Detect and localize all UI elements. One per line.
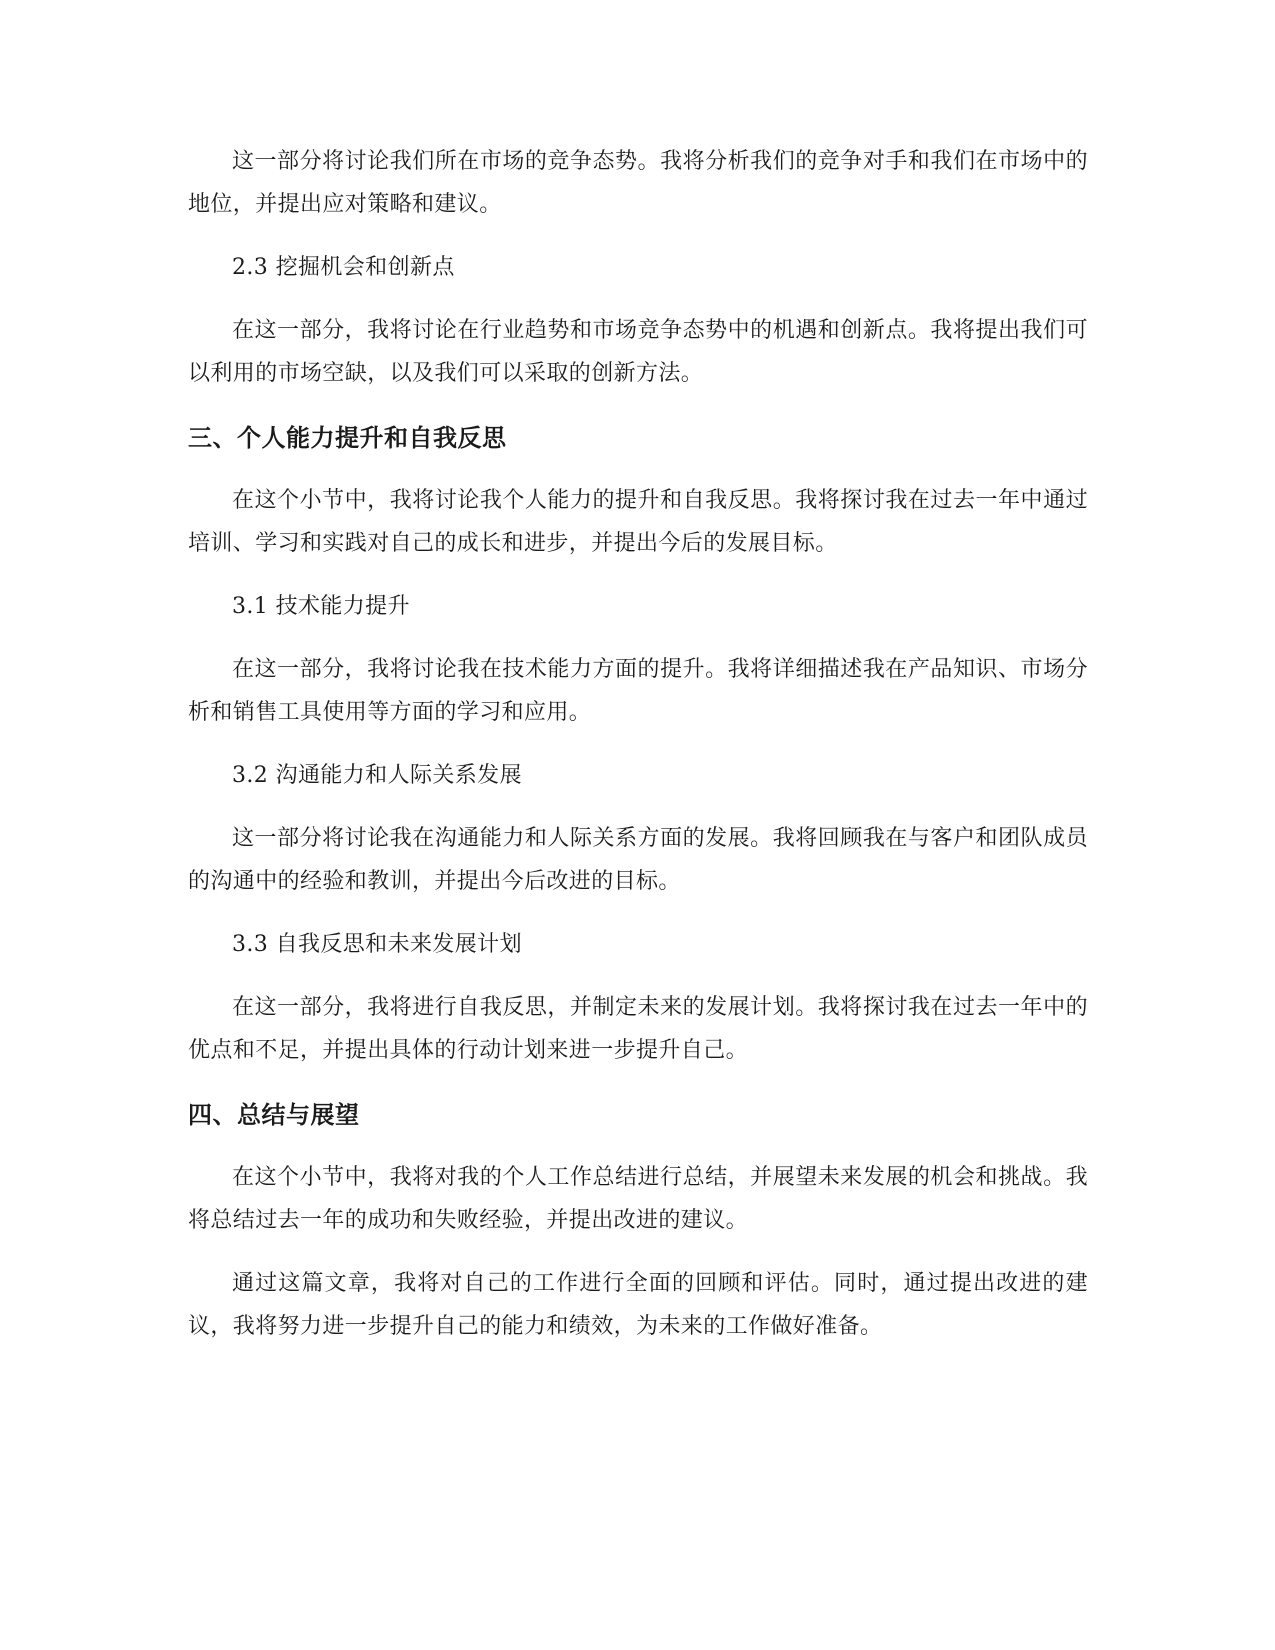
paragraph-market-competition: 这一部分将讨论我们所在市场的竞争态势。我将分析我们的竞争对手和我们在市场中的地位，并提出应对策略和建议。 <box>188 149 1088 217</box>
paragraph-section-3-intro: 在这个小节中，我将讨论我个人能力的提升和自我反思。我将探讨我在过去一年中通过培训、学习和实践对自己的成长和进步，并提出今后的发展目标。 <box>188 488 1088 556</box>
subheading-3-2: 3.2 沟通能力和人际关系发展 <box>232 763 522 788</box>
section-heading-3: 三、个人能力提升和自我反思 <box>188 424 507 452</box>
paragraph-opportunities: 在这一部分，我将讨论在行业趋势和市场竞争态势中的机遇和创新点。我将提出我们可以利用的市场空缺，以及我们可以采取的创新方法。 <box>188 318 1088 386</box>
paragraph-summary: 在这个小节中，我将对我的个人工作总结进行总结，并展望未来发展的机会和挑战。我将总结过去一年的成功和失败经验，并提出改进的建议。 <box>188 1165 1088 1233</box>
paragraph-self-reflection: 在这一部分，我将进行自我反思，并制定未来的发展计划。我将探讨我在过去一年中的优点和不足，并提出具体的行动计划来进一步提升自己。 <box>188 995 1088 1063</box>
subheading-2-3: 2.3 挖掘机会和创新点 <box>232 255 455 280</box>
section-heading-4: 四、总结与展望 <box>188 1101 360 1129</box>
paragraph-communication: 这一部分将讨论我在沟通能力和人际关系方面的发展。我将回顾我在与客户和团队成员的沟通中的经验和教训，并提出今后改进的目标。 <box>188 826 1088 894</box>
subheading-3-1: 3.1 技术能力提升 <box>232 594 410 619</box>
subheading-3-3: 3.3 自我反思和未来发展计划 <box>232 932 522 957</box>
paragraph-conclusion: 通过这篇文章，我将对自己的工作进行全面的回顾和评估。同时，通过提出改进的建议，我将努力进一步提升自己的能力和绩效，为未来的工作做好准备。 <box>188 1271 1088 1339</box>
document-body <box>188 140 1088 1368</box>
paragraph-technical-skills: 在这一部分，我将讨论我在技术能力方面的提升。我将详细描述我在产品知识、市场分析和销售工具使用等方面的学习和应用。 <box>188 657 1088 725</box>
